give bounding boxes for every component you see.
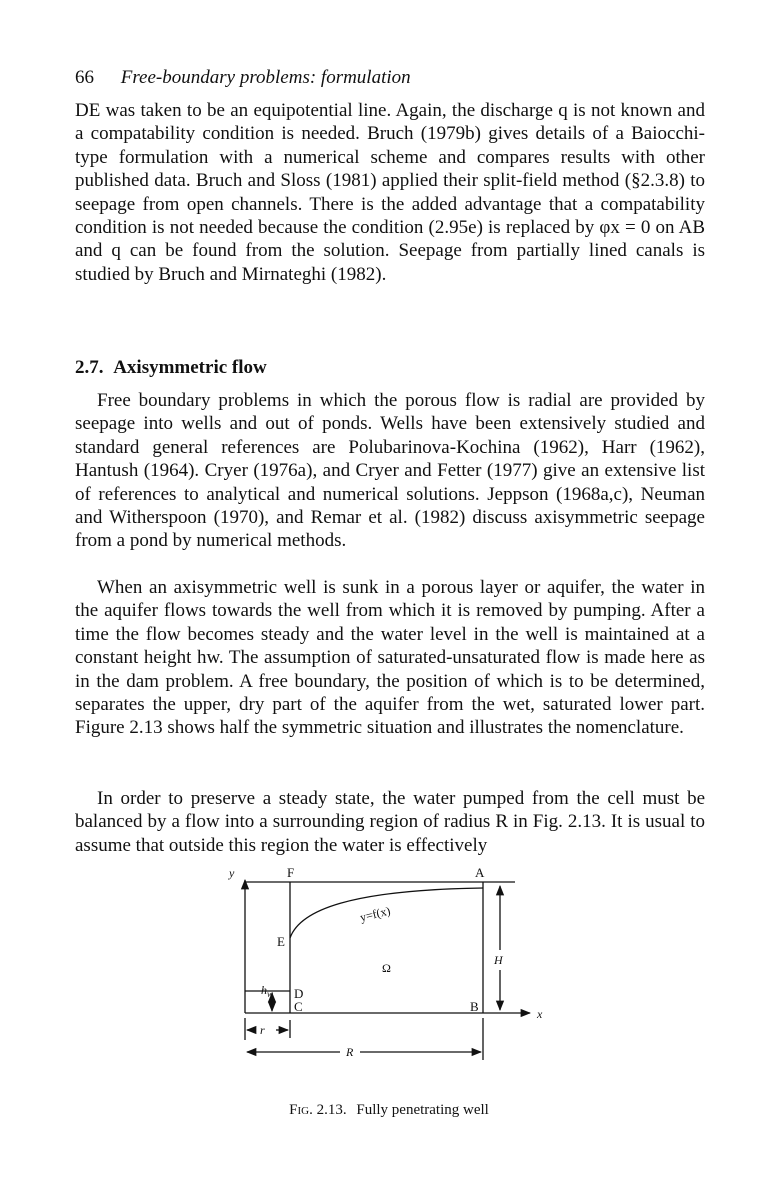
figure-caption-label: Fig. 2.13. (289, 1102, 347, 1118)
x-axis-label: x (537, 1007, 543, 1021)
point-B-label: B (470, 999, 479, 1014)
figure-2-13-diagram (210, 860, 570, 1100)
page-number: 66 (75, 67, 94, 88)
omega-label: Ω (382, 961, 391, 975)
paragraph-3: When an axisymmetric well is sunk in a porous layer or aquifer, the water in the aquifer flows towards the well from which it is removed by pumping. After a time the flow becomes steady and the water level in the well is maintained at a constant height hw. The assumption of saturated-unsaturated flow is made here as in the dam problem. A free boundary, the position of which is to be determined, separates the upper, dry part of the aquifer from the wet, saturated lower part. Figure 2.13 shows half the symmetric situation and illustrates the nomenclature. (75, 577, 705, 739)
running-header (75, 66, 411, 90)
section-heading (75, 356, 267, 380)
hw-label: $h_w$ (261, 983, 274, 999)
point-C-label: C (294, 999, 303, 1014)
paragraph-4: In order to preserve a steady state, the water pumped from the cell must be balanced by a flow into a surrounding region of radius R in Fig. 2.13. It is usual to assume that outside this region the water is effectively (75, 788, 705, 856)
point-A-label: A (475, 865, 485, 880)
point-E-label: E (277, 934, 285, 949)
point-D-label: D (294, 986, 304, 1001)
r-label: r (260, 1023, 265, 1037)
paragraph-2: Free boundary problems in which the porous flow is radial are provided by seepage into wells and out of ponds. Wells have been extensively studied and standard general references are Polubarinova-Kochina (1962), Harr (1962), Hantush (1964). Cryer (1976a), and Cryer and Fetter (1977) give an extensive list of references to analytical and numerical solutions. Jeppson (1968a,c), Neuman and Witherspoon (1970), and Remar et al. (1982) discuss axisymmetric seepage from a pond by numerical methods. (75, 390, 705, 552)
running-head-title: Free-boundary problems: formulation (120, 67, 411, 88)
y-axis-label: y (229, 866, 235, 880)
curve-label: y=f(x) (358, 903, 392, 925)
figure-caption-text: Fully penetrating well (356, 1102, 489, 1118)
H-label: H (494, 953, 503, 967)
point-F-label: F (287, 865, 295, 880)
section-title: Axisymmetric flow (113, 357, 267, 378)
figure-caption (0, 1100, 778, 1120)
R-label: R (346, 1045, 354, 1059)
paragraph-1: DE was taken to be an equipotential line. Again, the discharge q is not known and a compatability condition is needed. Bruch (1979b) gives details of a Baiocchi-type formulation with a numerical scheme and compares results with other published data. Bruch and Sloss (1981) applied their split-field method (§2.3.8) to seepage from open channels. There is the added advantage that a compatability condition is not needed because the condition (2.95e) is replaced by φx = 0 on AB and q can be found from the solution. Seepage from partially lined canals is studied by Bruch and Mirnateghi (1982). (75, 100, 705, 285)
section-number: 2.7. (75, 357, 104, 378)
